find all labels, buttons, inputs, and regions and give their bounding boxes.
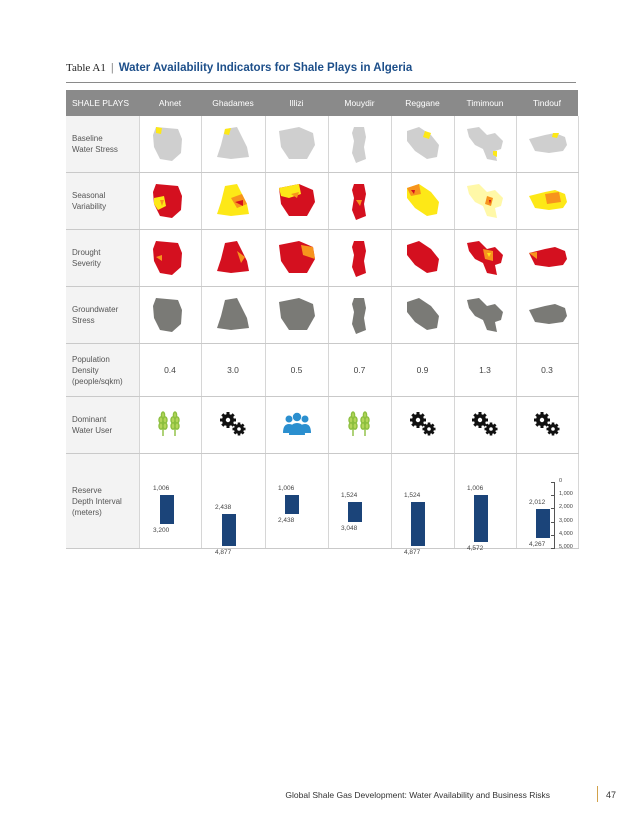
- row-drought-severity: [66, 230, 578, 287]
- row-baseline-water-stress: [66, 116, 578, 173]
- ghadames-groundwater-map: [211, 294, 255, 336]
- depth-axis-tick: [551, 522, 555, 523]
- depth-axis-tick: [551, 495, 555, 496]
- depth-bar-illizi: [285, 495, 299, 514]
- wheat-icon: [155, 411, 185, 437]
- depth-axis-tick: [551, 508, 555, 509]
- tindouf-groundwater-map: [525, 294, 569, 336]
- icon-cell: [139, 397, 201, 454]
- map-cell: [391, 116, 454, 173]
- depth-bar-ghadames: [222, 514, 236, 546]
- depth-bottom-label: 4,877: [215, 549, 232, 557]
- illizi-seasonal-map: [275, 180, 319, 222]
- table-label: Table A1: [66, 62, 106, 74]
- map-cell: [454, 230, 516, 287]
- ahnet-drought-map: [148, 237, 192, 279]
- depth-axis-tick-label: 4,000: [559, 530, 573, 537]
- map-cell: [328, 230, 391, 287]
- ahnet-groundwater-map: [148, 294, 192, 336]
- header-mouydir: Mouydir: [328, 90, 391, 116]
- map-cell: [201, 230, 265, 287]
- row-label-drought: Drought Severity: [66, 230, 139, 287]
- map-cell: [139, 173, 201, 230]
- header-ahnet: Ahnet: [139, 90, 201, 116]
- map-cell: [201, 287, 265, 344]
- footer-divider: [597, 786, 598, 802]
- depth-axis-tick-label: 0: [559, 478, 563, 484]
- header-tindouf: Tindouf: [516, 90, 578, 116]
- people-icon: [282, 411, 312, 437]
- footer-text: Global Shale Gas Development: Water Availability and Business Risks: [285, 790, 550, 800]
- depth-axis-tick-label: 3,000: [559, 517, 573, 524]
- ahnet-baseline-map: [148, 123, 192, 165]
- depth-axis-tick-label: 1,000: [559, 491, 573, 498]
- mouydir-seasonal-map: [338, 180, 382, 222]
- timimoun-seasonal-map: [463, 180, 507, 222]
- depth-axis-tick: [551, 535, 555, 536]
- row-groundwater-stress: [66, 287, 578, 344]
- map-cell: [454, 116, 516, 173]
- map-cell: [516, 116, 578, 173]
- ahnet-seasonal-map: [148, 180, 192, 222]
- row-seasonal-variability: [66, 173, 578, 230]
- map-cell: [265, 116, 328, 173]
- row-label-seasonal: Seasonal Variability: [66, 173, 139, 230]
- icon-cell: [516, 397, 578, 454]
- reggane-baseline-map: [401, 123, 445, 165]
- depth-bottom-label: 2,438: [278, 517, 295, 525]
- header-reggane: Reggane: [391, 90, 454, 116]
- map-cell: [516, 230, 578, 287]
- depth-top-label: 1,524: [341, 492, 358, 500]
- depth-bottom-label: 4,572: [467, 545, 484, 553]
- row-label-depth: Reserve Depth Interval (meters): [66, 454, 139, 549]
- depth-bar-ahnet: [160, 495, 174, 524]
- population-value: 0.9: [391, 344, 454, 397]
- map-cell: [139, 116, 201, 173]
- ghadames-seasonal-map: [211, 180, 255, 222]
- map-cell: [201, 116, 265, 173]
- page-number: 47: [606, 790, 617, 800]
- map-cell: [516, 173, 578, 230]
- reggane-drought-map: [401, 237, 445, 279]
- icon-cell: [201, 397, 265, 454]
- timimoun-groundwater-map: [463, 294, 507, 336]
- map-cell: [265, 287, 328, 344]
- depth-bottom-label: 4,877: [404, 549, 421, 557]
- row-population-density: [66, 344, 578, 397]
- depth-bar-mouydir: [348, 502, 362, 522]
- icon-cell: [328, 397, 391, 454]
- mouydir-groundwater-map: [338, 294, 382, 336]
- map-cell: [139, 230, 201, 287]
- gears-icon: [218, 411, 248, 437]
- depth-bottom-label: 3,048: [341, 525, 358, 533]
- row-reserve-depth: [66, 454, 578, 549]
- title-separator: |: [110, 62, 114, 74]
- mouydir-drought-map: [338, 237, 382, 279]
- timimoun-baseline-map: [463, 123, 507, 165]
- depth-axis-tick-label: 2,000: [559, 504, 573, 511]
- tindouf-baseline-map: [525, 123, 569, 165]
- row-dominant-water-user: [66, 397, 578, 454]
- ghadames-baseline-map: [211, 123, 255, 165]
- population-value: 0.4: [139, 344, 201, 397]
- map-cell: [201, 173, 265, 230]
- tindouf-seasonal-map: [525, 180, 569, 222]
- row-label-water-user: Dominant Water User: [66, 397, 139, 454]
- reggane-groundwater-map: [401, 294, 445, 336]
- wheat-icon: [345, 411, 375, 437]
- depth-top-label: 2,012: [529, 498, 546, 506]
- map-cell: [265, 173, 328, 230]
- timimoun-drought-map: [463, 237, 507, 279]
- mouydir-baseline-map: [338, 123, 382, 165]
- depth-axis: [554, 482, 555, 548]
- depth-top-label: 2,438: [215, 504, 232, 512]
- map-cell: [328, 287, 391, 344]
- ghadames-drought-map: [211, 237, 255, 279]
- depth-top-label: 1,006: [153, 485, 170, 493]
- population-value: 1.3: [454, 344, 516, 397]
- title-rule: [66, 82, 576, 83]
- map-cell: [516, 287, 578, 344]
- gears-icon: [408, 411, 438, 437]
- map-cell: [265, 230, 328, 287]
- population-value: 3.0: [201, 344, 265, 397]
- map-cell: [454, 173, 516, 230]
- depth-top-label: 1,006: [467, 485, 484, 493]
- depth-top-label: 1,524: [404, 492, 421, 500]
- map-cell: [391, 287, 454, 344]
- population-value: 0.3: [516, 344, 578, 397]
- icon-cell: [265, 397, 328, 454]
- gears-icon: [532, 411, 562, 437]
- illizi-baseline-map: [275, 123, 319, 165]
- depth-bar-tindouf: [536, 509, 550, 539]
- map-cell: [328, 116, 391, 173]
- row-label-population: Population Density (people/sqkm): [66, 344, 139, 397]
- depth-top-label: 1,006: [278, 485, 295, 493]
- depth-bar-timimoun: [474, 495, 488, 542]
- population-value: 0.7: [328, 344, 391, 397]
- table-title: [66, 62, 412, 74]
- header-timimoun: Timimoun: [454, 90, 516, 116]
- map-cell: [139, 287, 201, 344]
- gears-icon: [470, 411, 500, 437]
- map-cell: [391, 173, 454, 230]
- page-title: Water Availability Indicators for Shale Plays in Algeria: [118, 62, 413, 74]
- depth-bottom-label: 4,267: [529, 541, 546, 549]
- tindouf-drought-map: [525, 237, 569, 279]
- row-label-groundwater: Groundwater Stress: [66, 287, 139, 344]
- row-label-baseline: Baseline Water Stress: [66, 116, 139, 173]
- depth-axis-tick: [551, 548, 555, 549]
- header-ghadames: Ghadames: [201, 90, 265, 116]
- population-value: 0.5: [265, 344, 328, 397]
- illizi-drought-map: [275, 237, 319, 279]
- depth-axis-tick: [551, 482, 555, 483]
- header-row: [66, 90, 578, 116]
- illizi-groundwater-map: [275, 294, 319, 336]
- map-cell: [454, 287, 516, 344]
- indicators-table: [66, 90, 579, 549]
- icon-cell: [391, 397, 454, 454]
- reggane-seasonal-map: [401, 180, 445, 222]
- map-cell: [391, 230, 454, 287]
- depth-axis-tick-label: 5,000: [559, 544, 573, 550]
- depth-bottom-label: 3,200: [153, 527, 170, 535]
- map-cell: [328, 173, 391, 230]
- depth-bar-reggane: [411, 502, 425, 546]
- header-shale-plays: SHALE PLAYS: [66, 90, 139, 116]
- icon-cell: [454, 397, 516, 454]
- header-illizi: Illizi: [265, 90, 328, 116]
